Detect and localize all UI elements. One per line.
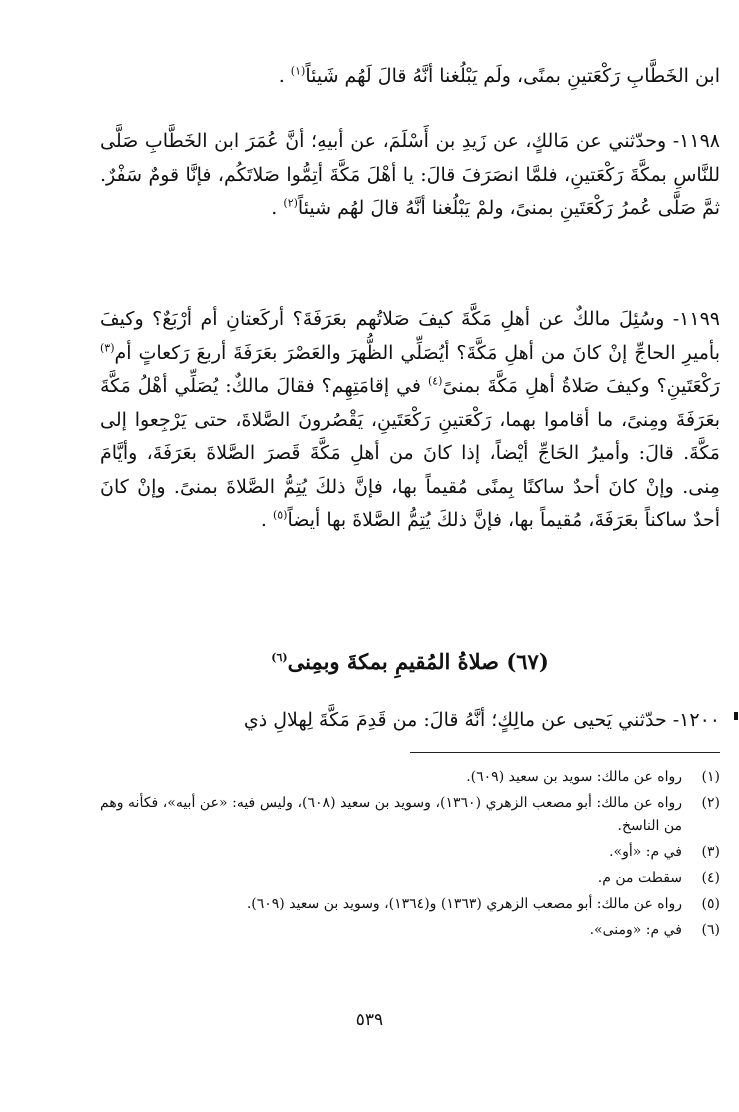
footnote-number: (٣) (701, 844, 720, 860)
footnote-ref: (٣) (100, 341, 115, 355)
footnote-text: سقطت من م. (597, 870, 682, 886)
footnote-text: في م: «أو». (609, 844, 682, 860)
paragraph-1200 (100, 704, 720, 738)
footnote-ref: (١) (290, 64, 306, 78)
footnote-ref: (٢) (283, 196, 298, 210)
paragraph-text: ابن الخَطَّابِ رَكْعَتينِ بمنًى، ولَم يَبْلُغنا أنَّهُ قالَ لَهُم شَيئاً (305, 65, 720, 87)
footnote-number: (١) (701, 769, 720, 785)
footnote-divider (410, 752, 720, 753)
paragraph-text: ١٢٠٠- حدّثني يَحيى عن مالِكٍ؛ أنَّهُ قالَ: من قَدِمَ مَكَّةَ لِهلالِ ذي (243, 709, 720, 731)
footnote-number: (٤) (701, 870, 720, 886)
paragraph-text: ١١٩٩- وسُئِلَ مالكٌ عن أهلِ مَكَّةَ كيفَ صَلاتُهم بعَرَفَةَ؟ أركَعتانِ أم أرْبَعٌ؟ وكيفَ بأميرِ الحاجِّ إنْ كانَ من أهلِ مَكَّةَ؟ أيُصَلِّي الظُّهرَ والعَصْرَ بعَرَفَةَ أربعَ رَكعاتٍ أم (100, 308, 720, 364)
chapter-heading (100, 645, 720, 679)
footnote-text: في م: «ومنى». (589, 922, 682, 938)
footnote-ref: (٤) (427, 374, 443, 388)
footnote-ref: (٥) (272, 508, 288, 522)
footnotes (100, 766, 720, 945)
footnote (100, 893, 720, 916)
margin-mark (734, 712, 738, 720)
footnote-number: (٦) (701, 922, 720, 938)
footnote-text: رواه عن مالك: سويد بن سعيد (٦٠٩). (466, 769, 682, 785)
paragraph-1199: ١١٩٩- وسُئِلَ مالكٌ عن أهلِ مَكَّةَ كيفَ صَلاتُهم بعَرَفَةَ؟ أركَعتانِ أم أرْبَعٌ؟ وكيفَ بأميرِ الحاجِّ إنْ كانَ من أهلِ مَكَّةَ؟ أيُصَلِّي الظُّهرَ والعَصْرَ بعَرَفَةَ أربعَ رَكعاتٍ أم$^{(٣)}$ رَكْعَتَينِ؟ وكيفَ صَلاةُ أهلِ مَكَّةَ بمنىً$^{(٤)}$ في إقامَتِهِم؟ فقالَ مالكٌ: يُصَلِّي أهْلُ مَكَّةَ بعَرَفَةَ ومِنىً، ما أقاموا بهما، رَكْعَتينِ رَكْعَتَينِ، يَقْصُرونَ الصَّلاةَ، حتى يَرْجِعوا إلى مَكَّةَ. قالَ: وأميرُ الحَاجِّ أيْضاً، إذا كانَ من أهلِ مَكَّةَ قَصرَ الصَّلاةَ بعَرَفَةَ، وأيَّامَ مِنى. وإنْ كانَ أحدٌ ساكنًا بِمنًى مُقيماً بها، فإنَّ ذلكَ يُتِمُّ الصَّلاةَ بمنىً. وإنْ كانَ أحدٌ ساكناً بعَرَفَةَ، مُقيماً بها، فإنَّ ذلكَ يُتِمُّ الصَّلاةَ بها أيضاً$^{(٥)}$ . (100, 308, 720, 531)
footnote (100, 919, 720, 942)
footnote-ref: (٦) (271, 651, 288, 664)
footnote-text: رواه عن مالك: أبو مصعب الزهري (١٣٦٣) و(١٣٦٤)، وسويد بن سعيد (٦٠٩). (246, 896, 682, 912)
paragraph-text: ١١٩٨- وحدّثني عن مَالكٍ، عن زَيدِ بن أَسْلَمَ، عن أبيهِ؛ أنَّ عُمَرَ ابن الخَطَّابِ صَلَّى للنَّاسِ بمكَّةَ رَكْعَتينِ، فلمَّا انصَرَفَ قالَ: يا أهْلَ مَكَّةَ أتِمُّوا صَلاتَكُم، فإنَّا قومٌ سَفْرٌ. ثمَّ صَلَّى عُمرُ رَكْعَتَينِ بمنىً، ولمْ يَبْلُغنا أنَّهُ قالَ لهُم شيئاً (100, 130, 720, 219)
paragraph-text: في إقامَتِهِم؟ فقالَ مالكٌ: يُصَلِّي أهْلُ مَكَّةَ بعَرَفَةَ ومِنىً، ما أقاموا بهما، رَكْعَتينِ رَكْعَتَينِ، يَقْصُرونَ الصَّلاةَ، حتى يَرْجِعوا إلى مَكَّةَ. قالَ: وأميرُ الحَاجِّ أيْضاً، إذا كانَ من أهلِ مَكَّةَ قَصرَ الصَّلاةَ بعَرَفَةَ، وأيَّامَ مِنى. وإنْ كانَ أحدٌ ساكنًا بِمنًى مُقيماً بها، فإنَّ ذلكَ يُتِمُّ الصَّلاةَ بمنىً. وإنْ كانَ أحدٌ ساكناً بعَرَفَةَ، مُقيماً بها، فإنَّ ذلكَ يُتِمُّ الصَّلاةَ بها أيضاً (100, 375, 720, 531)
footnote (100, 792, 720, 838)
footnote (100, 867, 720, 890)
footnote (100, 841, 720, 864)
paragraph-1198: ١١٩٨- وحدّثني عن مَالكٍ، عن زَيدِ بن أَسْلَمَ، عن أبيهِ؛ أنَّ عُمَرَ ابن الخَطَّابِ صَلَّى للنَّاسِ بمكَّةَ رَكْعَتينِ، فلمَّا انصَرَفَ قالَ: يا أهْلَ مَكَّةَ أتِمُّوا صَلاتَكُم، فإنَّا قومٌ سَفْرٌ. ثمَّ صَلَّى عُمرُ رَكْعَتَينِ بمنىً، ولمْ يَبْلُغنا أنَّهُ قالَ لهُم شيئاً$^{(٢)}$ . (100, 130, 720, 219)
paragraph-continuation: ابن الخَطَّابِ رَكْعَتينِ بمنًى، ولَم يَبْلُغنا أنَّهُ قالَ لَهُم شَيئاً$^{(١)}$ . (278, 64, 720, 87)
page-number: ٥٣٩ (355, 1010, 384, 1030)
footnote-text: رواه عن مالك: أبو مصعب الزهري (١٣٦٠)، وسويد بن سعيد (٦٠٨)، وليس فيه: «عن أبيه»، فكأنه وهم من الناسخ. (100, 795, 682, 834)
heading-text: (٦٧) صلاةُ المُقيمِ بمكةَ وبمِنى (287, 649, 549, 674)
paragraph-text: رَكْعَتَينِ؟ وكيفَ صَلاةُ أهلِ مَكَّةَ بمنىً (442, 375, 720, 397)
footnote-number: (٢) (701, 795, 720, 811)
footnote-number: (٥) (701, 896, 720, 912)
footnote (100, 766, 720, 789)
